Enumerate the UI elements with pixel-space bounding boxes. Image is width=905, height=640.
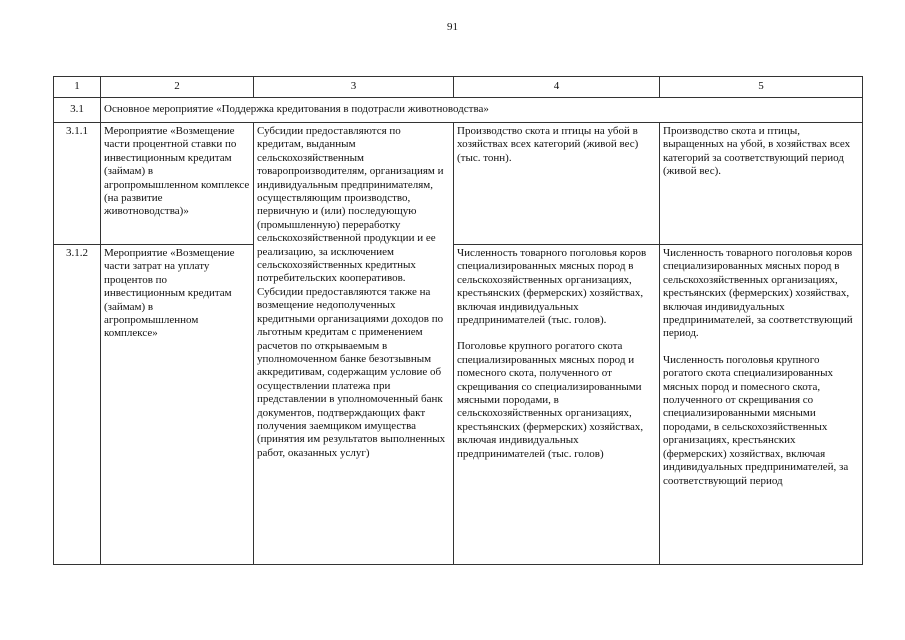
measures-table xyxy=(53,76,863,565)
indicator-method-cell: Производство скота и птицы, выращенных на убой, в хозяйствах всех категорий за соответствующий период (живой вес). xyxy=(660,123,863,245)
indicator-cell xyxy=(454,245,660,565)
row-number: 3.1.1 xyxy=(54,123,101,245)
indicator-method-paragraph: Численность товарного поголовья коров специализированных мясных пород в сельскохозяйственных организациях, крестьянских (фермерских) хозяйствах, включая индивидуальных предпринимателей, за соответствующий период. xyxy=(663,247,853,340)
page-number: 91 xyxy=(447,21,458,33)
row-number: 3.1.2 xyxy=(54,245,101,565)
table-row xyxy=(54,245,863,565)
measure-name: Мероприятие «Возмещение части процентной ставки по инвестиционным кредитам (займам) в агропромышленном комплексе (на развитие животноводства)» xyxy=(101,123,254,245)
indicator-cell: Производство скота и птицы на убой в хозяйствах всех категорий (живой вес) (тыс. тонн). xyxy=(454,123,660,245)
indicator-method-cell xyxy=(660,245,863,565)
section-title: Основное мероприятие «Поддержка кредитования в подотрасли животноводства» xyxy=(101,98,863,123)
section-number: 3.1 xyxy=(54,98,101,123)
measure-name: Мероприятие «Возмещение части затрат на уплату процентов по инвестиционным кредитам (займам) в агропромышленном комплексе» xyxy=(101,245,254,565)
indicator-method-paragraph: Численность поголовья крупного рогатого скота специализированных мясных пород и помесного скота, полученного от скрещивания со специализированными мясными породами, в сельскохозяйственных организациях, крестьянских (фермерских) хозяйствах, включая индивидуальных предпринимателей, за соответствующий период xyxy=(663,353,849,487)
indicator-paragraph: Поголовье крупного рогатого скота специализированных мясных пород и помесного скота, полученного от скрещивания со специализированными мясными породами, в сельскохозяйственных организациях, крестьянских (фермерских) хозяйствах, включая индивидуальных предпринимателей (тыс. голов) xyxy=(457,340,644,460)
header-cell-2: 2 xyxy=(101,77,254,98)
table-row xyxy=(54,123,863,245)
indicator-paragraph: Численность товарного поголовья коров специализированных мясных пород в сельскохозяйственных организациях, крестьянских (фермерских) хозяйствах, включая индивидуальных предпринимателей (тыс. голов). xyxy=(457,247,647,327)
subsidy-description: Субсидии предоставляются по кредитам, выданным сельскохозяйственным товаропроизводителям, организациям и индивидуальным предпринимателям, осуществляющим производство, первичную и (или) последующую (промышленную) переработку сельскохозяйственной продукции и ее реализацию, за исключением сельскохозяйственных кредитных потребительских кооперативов. Субсидии предоставляются также на возмещение недополученных кредитными организациями доходов по льготным кредитам с применением расчетов по открываемым в уполномоченном банке безотзывным аккредитивам, содержащим условие об осуществлении платежа при представлении в уполномоченный банк документов, подтверждающих факт получения заемщиком имущества (принятия им результатов выполненных работ, оказанных услуг) xyxy=(254,123,454,565)
table-header-row xyxy=(54,77,863,98)
header-cell-4: 4 xyxy=(454,77,660,98)
header-cell-3: 3 xyxy=(254,77,454,98)
header-cell-1: 1 xyxy=(54,77,101,98)
section-row xyxy=(54,98,863,123)
header-cell-5: 5 xyxy=(660,77,863,98)
